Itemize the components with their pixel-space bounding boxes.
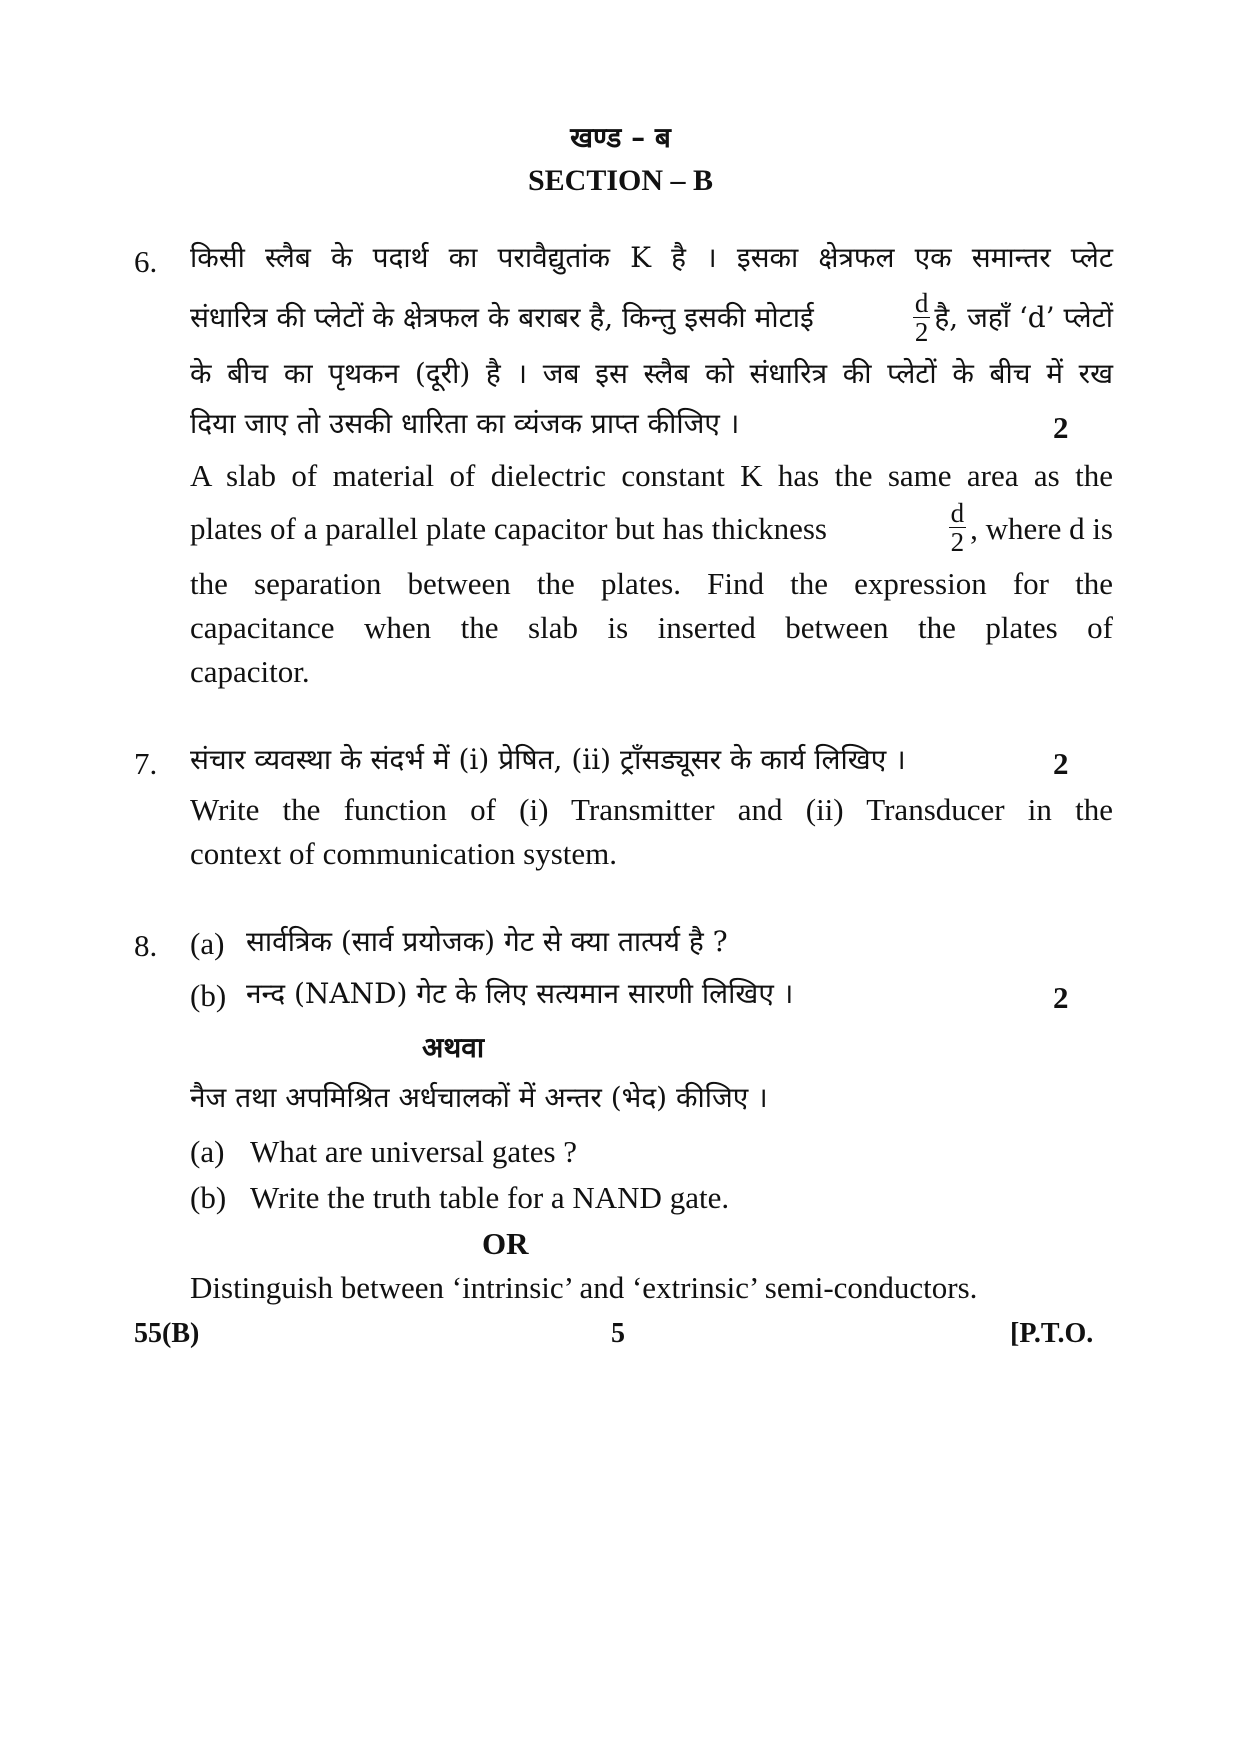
fraction-d-over-2-hindi [913, 290, 931, 346]
section-title-hindi: खण्ड – ब [570, 121, 671, 154]
paper-code: 55(B) [134, 1318, 200, 1349]
q8-english-b-label: (b) [190, 1180, 227, 1215]
q8-hindi-a-label: (a) [190, 926, 225, 961]
question-7-number: 7. [134, 746, 158, 781]
q7-english-line-2: context of communication system. [190, 836, 618, 871]
q8-marks: 2 [1053, 980, 1069, 1015]
page-number: 5 [611, 1318, 625, 1349]
fraction-numerator: d [914, 288, 929, 318]
please-turn-over: [P.T.O. [1010, 1318, 1094, 1349]
q8-hindi-alternative: नैज तथा अपमिश्रित अर्धचालकों में अन्तर (भेद) कीजिए । [190, 1081, 768, 1114]
fraction-denominator: 2 [950, 527, 965, 557]
q6-english-line-1: A slab of material of dielectric constant K has the same area as the [190, 458, 1113, 493]
q7-hindi-line-1: संचार व्यवस्था के संदर्भ में (i) प्रेषित, (ii) ट्राँसड्यूसर के कार्य लिखिए । [190, 743, 906, 776]
q6-english-line-2 [190, 500, 1113, 556]
question-6-number: 6. [134, 244, 158, 279]
q6-hindi-line-2-end: है, जहाँ ‘d’ प्लेटों [934, 301, 1113, 334]
q8-english-alternative: Distinguish between ‘intrinsic’ and ‘extrinsic’ semi-conductors. [190, 1270, 978, 1305]
q8-hindi-or: अथवा [422, 1031, 485, 1064]
q6-english-line-2-end: , where d is [970, 510, 1113, 546]
fraction-d-over-2-english [949, 500, 967, 556]
question-8-number: 8. [134, 928, 158, 963]
q6-english-line-3: the separation between the plates. Find the expression for the [190, 566, 1113, 601]
q6-english-line-5: capacitor. [190, 654, 310, 689]
q8-english-b: Write the truth table for a NAND gate. [250, 1180, 730, 1215]
fraction-numerator: d [950, 498, 965, 528]
q6-hindi-line-4: दिया जाए तो उसकी धारिता का व्यंजक प्राप्त कीजिए । [190, 407, 740, 440]
q6-hindi-line-2-end-group [909, 290, 1113, 346]
q8-hindi-b-label: (b) [190, 978, 227, 1013]
q8-english-a: What are universal gates ? [250, 1134, 578, 1169]
q8-hindi-b: नन्द (NAND) गेट के लिए सत्यमान सारणी लिखिए । [246, 977, 794, 1010]
q6-english-line-2-end-group [945, 500, 1113, 556]
section-title: SECTION – B [527, 164, 714, 197]
q6-english-line-2-start: plates of a parallel plate capacitor but has thickness [190, 510, 827, 546]
q8-english-or: OR [482, 1226, 529, 1261]
q6-hindi-line-1: किसी स्लैब के पदार्थ का परावैद्युतांक K है । इसका क्षेत्रफल एक समान्तर प्लेट [190, 241, 1113, 274]
q8-english-a-label: (a) [190, 1134, 225, 1169]
fraction-denominator: 2 [914, 317, 929, 347]
q6-hindi-line-2 [190, 290, 1113, 346]
q6-hindi-line-3: के बीच का पृथकन (दूरी) है । जब इस स्लैब को संधारित्र की प्लेटों के बीच में रख [190, 357, 1113, 390]
q8-hindi-a: सार्वत्रिक (सार्व प्रयोजक) गेट से क्या तात्पर्य है ? [246, 925, 728, 958]
q6-marks: 2 [1053, 410, 1069, 445]
q7-marks: 2 [1053, 746, 1069, 781]
q6-english-line-4: capacitance when the slab is inserted between the plates of [190, 610, 1113, 645]
q6-hindi-line-2-start: संधारित्र की प्लेटों के क्षेत्रफल के बराबर है, किन्तु इसकी मोटाई [190, 301, 814, 334]
q7-english-line-1: Write the function of (i) Transmitter and (ii) Transducer in the [190, 792, 1113, 827]
